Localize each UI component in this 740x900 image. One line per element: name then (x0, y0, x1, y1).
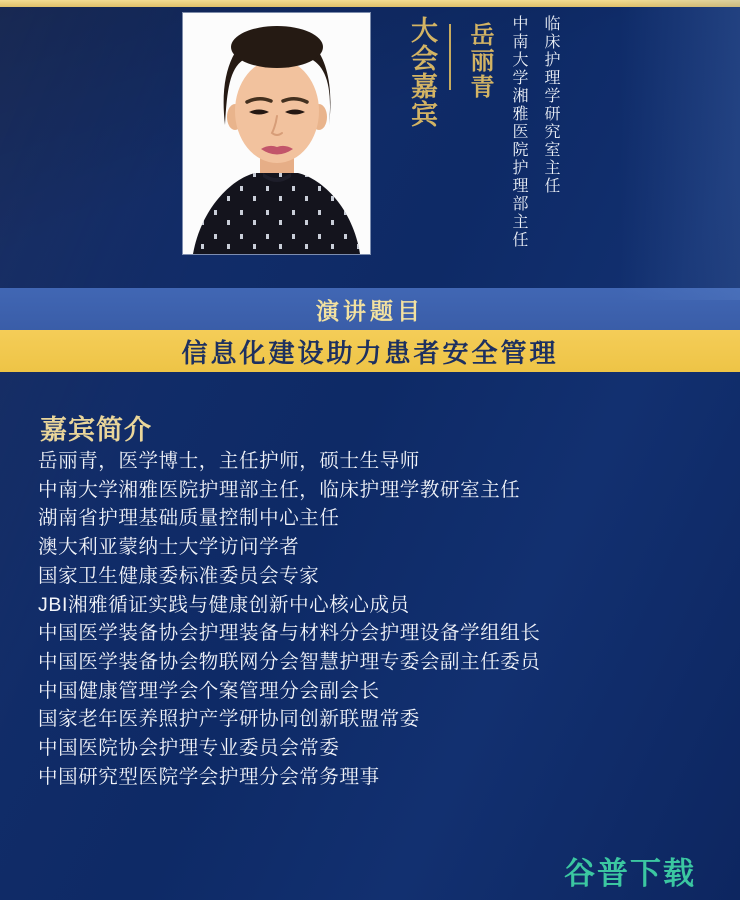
bio-heading: 嘉宾简介 (40, 415, 152, 445)
bio-item: 湖南省护理基础质量控制中心主任 (38, 507, 340, 530)
speaker-photo (183, 13, 370, 254)
topic-title-band (0, 330, 740, 372)
topic-section-label: 演讲题目 (316, 297, 424, 324)
badge-name-divider (449, 24, 451, 90)
topic-label-band (0, 288, 740, 330)
bio-list (38, 447, 541, 791)
bio-item: 国家老年医养照护产学研协同创新联盟常委 (38, 708, 420, 731)
speaker-name: 岳丽青 (466, 22, 493, 100)
bio-item: 中国医院协会护理专业委员会常委 (38, 737, 340, 760)
speaker-title-secondary: 临床护理学研究室主任 (542, 15, 559, 195)
watermark: 谷普下载 (564, 856, 696, 891)
bio-item: 中国医学装备协会护理装备与材料分会护理设备学组组长 (38, 622, 541, 645)
top-accent-bar (0, 0, 740, 7)
speaker-title-primary: 中南大学湘雅医院护理部主任 (510, 15, 527, 249)
bio-item: 国家卫生健康委标准委员会专家 (38, 564, 320, 587)
bio-item: 中南大学湘雅医院护理部主任，临床护理学教研室主任 (38, 478, 521, 501)
bio-item: 中国研究型医院学会护理分会常务理事 (38, 765, 380, 788)
bio-item: 中国医学装备协会物联网分会智慧护理专委会副主任委员 (38, 650, 541, 673)
conference-guest-badge: 大会嘉宾 (407, 16, 437, 128)
bio-item: 岳丽青，医学博士，主任护师，硕士生导师 (38, 450, 420, 472)
bio-item: 澳大利亚蒙纳士大学访问学者 (38, 536, 300, 559)
portrait-illustration (183, 13, 370, 254)
topic-title: 信息化建设助力患者安全管理 (181, 337, 559, 368)
bio-item: JBI湘雅循证实践与健康创新中心核心成员 (38, 593, 410, 616)
bio-item: 中国健康管理学会个案管理分会副会长 (38, 679, 380, 702)
